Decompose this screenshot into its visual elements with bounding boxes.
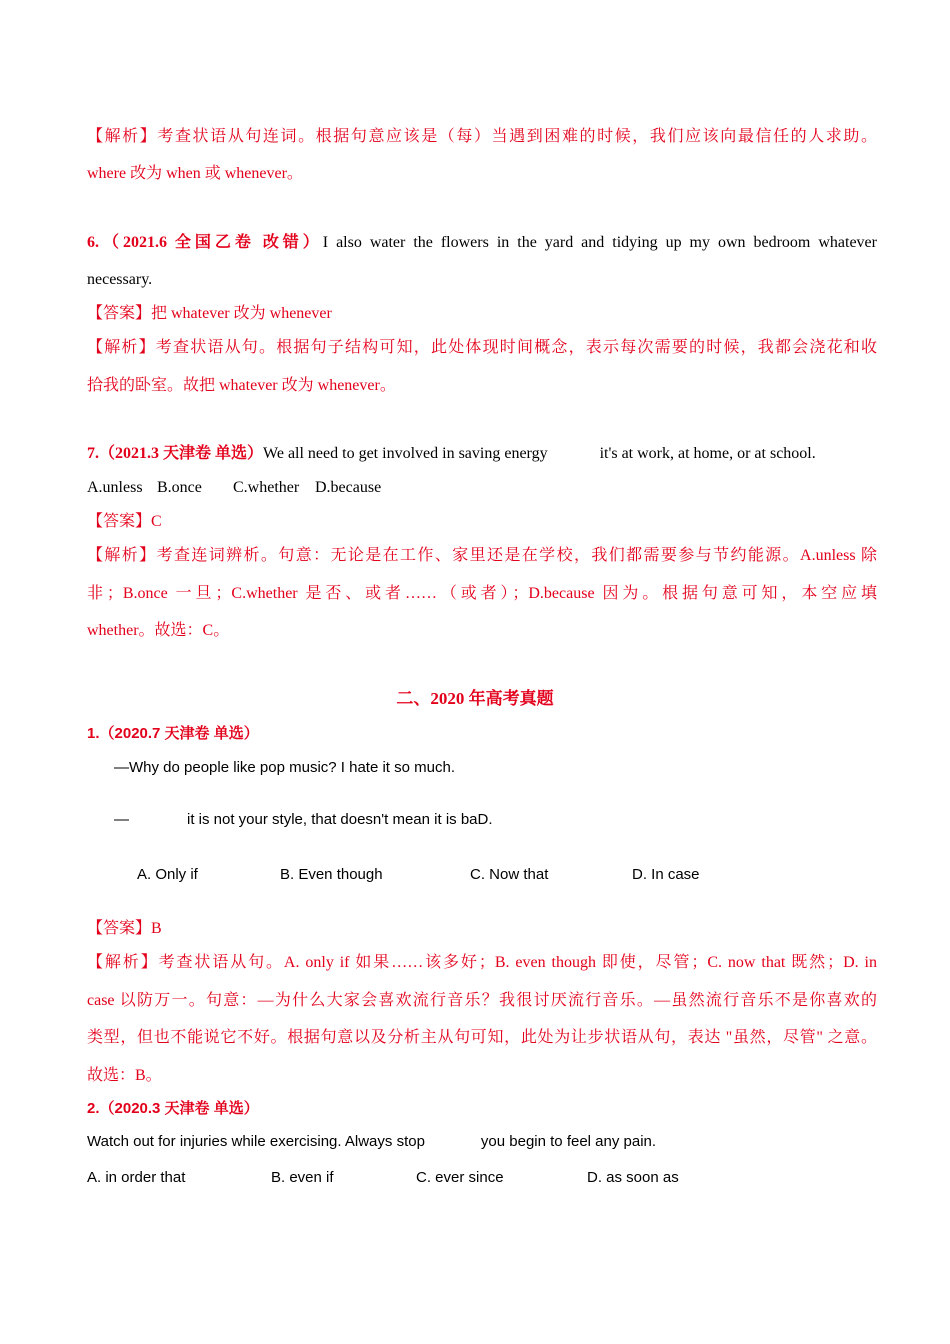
- s2q1-label: 1.（2020.7 天津卷 单选）: [87, 725, 259, 742]
- s2q2-label: 2.（2020.3 天津卷 单选）: [87, 1100, 259, 1117]
- s2q2-stem-after: you begin to feel any pain.: [480, 1133, 657, 1150]
- q7-option-b: B.once: [157, 479, 202, 496]
- q6-label: 6.（2021.6 全国乙卷 改错）: [87, 234, 323, 251]
- q7-answer: 【答案】C: [87, 513, 162, 530]
- s2q1-dialog-text: it is not your style, that doesn't mean it is baD.: [187, 811, 493, 828]
- s2q1-option-c: C. Now that: [470, 866, 549, 883]
- q7-option-a: A.unless: [87, 479, 143, 496]
- s2q1-option-d: D. In case: [632, 866, 700, 883]
- s2q1-analysis-line3: 类型，但也不能说它不好。根据句意以及分析主从句可知，此处为让步状语从句，表达 "虽然，尽管" 之意。: [87, 1029, 877, 1046]
- s2q1-analysis-line1: 【解析】考查状语从句。A. only if 如果……该多好；B. even though 即使，尽管；C. now that 既然；D. in: [87, 954, 877, 971]
- s2q1-answer: 【答案】B: [87, 920, 162, 937]
- s2q2-option-a: A. in order that: [87, 1169, 186, 1186]
- s2q2-stem-before: Watch out for injuries while exercising. Always stop: [87, 1133, 425, 1150]
- q6-answer: 【答案】把 whatever 改为 whenever: [87, 305, 332, 322]
- q6-analysis-line1: 【解析】考查状语从句。根据句子结构可知，此处体现时间概念，表示每次需要的时候，我都会浇花和收: [87, 339, 877, 356]
- q6-analysis-line2: 拾我的卧室。故把 whatever 改为 whenever。: [87, 377, 396, 394]
- s2q1-analysis-line4: 故选：B。: [87, 1067, 162, 1084]
- q7-option-c: C.whether: [233, 479, 300, 496]
- s2q1-dialog-line2: [114, 810, 904, 830]
- s2q1-analysis-line2: case 以防万一。句意：—为什么大家会喜欢流行音乐？我很讨厌流行音乐。—虽然流行音乐不是你喜欢的: [87, 992, 877, 1009]
- q7-option-d: D.because: [315, 479, 382, 496]
- s2q2-option-b: B. even if: [271, 1169, 334, 1186]
- q6-text-line2: necessary.: [87, 271, 153, 288]
- s2q2-option-d: D. as soon as: [587, 1169, 679, 1186]
- q5-analysis-line1: 【解析】考查状语从句连词。根据句意应该是（每）当遇到困难的时候，我们应该向最信任的人求助。: [87, 128, 877, 145]
- s2q1-option-b: B. Even though: [280, 866, 383, 883]
- q5-analysis-line2: where 改为 when 或 whenever。: [87, 165, 303, 182]
- s2q1-dialog-line1: —Why do people like pop music? I hate it so much.: [114, 759, 456, 776]
- q7-analysis-line3: whether。故选：C。: [87, 622, 230, 639]
- s2q2-stem: [87, 1132, 877, 1152]
- q7-stem: [87, 444, 877, 464]
- q7-stem-before: We all need to get involved in saving energy: [263, 445, 548, 462]
- q7-stem-after: it's at work, at home, or at school.: [599, 445, 816, 462]
- s2q1-option-a: A. Only if: [137, 866, 198, 883]
- s2q2-option-c: C. ever since: [416, 1169, 504, 1186]
- q7-analysis-line1: 【解析】考查连词辨析。句意：无论是在工作、家里还是在学校，我们都需要参与节约能源。A.unless 除: [87, 547, 877, 564]
- q6-text-line1: I also water the flowers in the yard and tidying up my own bedroom whatever: [322, 234, 877, 251]
- q7-analysis-line2: 非；B.once 一旦；C.whether 是否、或者……（或者）；D.because 因为。根据句意可知，本空应填: [87, 585, 877, 602]
- q6-stem-line1: [87, 233, 877, 253]
- q7-label: 7.（2021.3 天津卷 单选）: [87, 445, 264, 462]
- s2q1-dialog-dash: —: [114, 811, 129, 828]
- section-heading: 二、2020 年高考真题: [396, 689, 554, 708]
